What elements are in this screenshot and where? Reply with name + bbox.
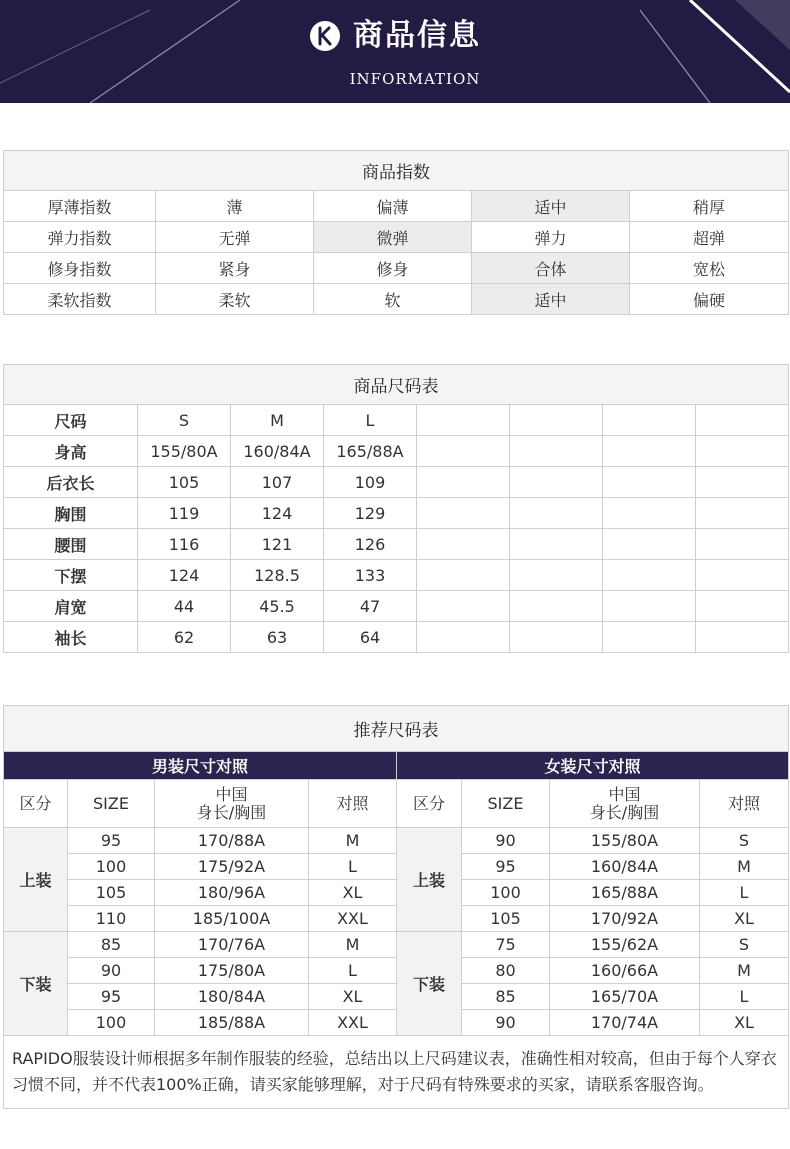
- size-row: [4, 622, 789, 653]
- size-row-label: 腰围: [4, 529, 138, 560]
- size-row: [4, 498, 789, 529]
- rec-cell: 155/80A: [550, 828, 700, 854]
- size-chart-table: [3, 364, 789, 653]
- size-cell: [510, 467, 603, 498]
- rec-cell: 105: [462, 906, 550, 932]
- size-cell: [603, 529, 696, 560]
- size-cell: [417, 405, 510, 436]
- index-option: 适中: [472, 284, 630, 315]
- size-row: [4, 467, 789, 498]
- rec-cell: XXL: [309, 906, 397, 932]
- rec-cell: XL: [309, 880, 397, 906]
- rec-cell: 180/84A: [155, 984, 309, 1010]
- size-cell: [417, 498, 510, 529]
- category-label: 上装: [4, 828, 68, 932]
- size-cell: 62: [138, 622, 231, 653]
- size-row-label: 下摆: [4, 560, 138, 591]
- size-cell: 124: [231, 498, 324, 529]
- size-cell: 155/80A: [138, 436, 231, 467]
- size-note: RAPIDO服装设计师根据多年制作服装的经验，总结出以上尺码建议表，准确性相对较高，但由于每个人穿衣习惯不同，并不代表100%正确，请买家能够理解，对于尺码有特殊要求的买家，请联系客服咨询。: [4, 1036, 789, 1109]
- size-cell: 160/84A: [231, 436, 324, 467]
- size-row-label: 肩宽: [4, 591, 138, 622]
- size-cell: [603, 560, 696, 591]
- size-row: [4, 405, 789, 436]
- index-option: 柔软: [156, 284, 314, 315]
- rec-cell: M: [309, 932, 397, 958]
- rec-cell: L: [309, 854, 397, 880]
- size-cell: [603, 622, 696, 653]
- size-cell: 165/88A: [324, 436, 417, 467]
- rec-cell: S: [700, 932, 789, 958]
- size-cell: 129: [324, 498, 417, 529]
- size-cell: [696, 467, 789, 498]
- rec-cell: 90: [68, 958, 155, 984]
- size-cell: 109: [324, 467, 417, 498]
- index-option: 软: [314, 284, 472, 315]
- rec-cell: 160/66A: [550, 958, 700, 984]
- rec-cell: 165/88A: [550, 880, 700, 906]
- index-option: 适中: [472, 191, 630, 222]
- size-cell: [417, 467, 510, 498]
- col-china: 中国 身长/胸围: [550, 780, 700, 828]
- rec-cell: 155/62A: [550, 932, 700, 958]
- index-option: 偏硬: [630, 284, 789, 315]
- rec-cell: 75: [462, 932, 550, 958]
- col-china: 中国 身长/胸围: [155, 780, 309, 828]
- index-label: 柔软指数: [4, 284, 156, 315]
- size-cell: [603, 498, 696, 529]
- index-option: 微弹: [314, 222, 472, 253]
- size-cell: 63: [231, 622, 324, 653]
- size-cell: L: [324, 405, 417, 436]
- size-cell: 124: [138, 560, 231, 591]
- rec-cell: XXL: [309, 1010, 397, 1036]
- col-area: 区分: [397, 780, 462, 828]
- size-cell: [417, 591, 510, 622]
- rec-cell: 90: [462, 1010, 550, 1036]
- rec-cell: 175/80A: [155, 958, 309, 984]
- rec-cell: XL: [700, 906, 789, 932]
- size-row-label: 胸围: [4, 498, 138, 529]
- size-cell: [510, 560, 603, 591]
- rec-cell: 160/84A: [550, 854, 700, 880]
- index-option: 合体: [472, 253, 630, 284]
- index-option: 偏薄: [314, 191, 472, 222]
- index-option: 弹力: [472, 222, 630, 253]
- size-cell: 47: [324, 591, 417, 622]
- index-option: 无弹: [156, 222, 314, 253]
- index-option: 紧身: [156, 253, 314, 284]
- size-cell: 128.5: [231, 560, 324, 591]
- size-cell: 126: [324, 529, 417, 560]
- size-row: [4, 529, 789, 560]
- rec-row: [4, 828, 789, 854]
- index-option: 薄: [156, 191, 314, 222]
- rec-table-caption: 推荐尺码表: [4, 706, 789, 752]
- size-cell: [417, 560, 510, 591]
- rec-cell: XL: [309, 984, 397, 1010]
- size-cell: 45.5: [231, 591, 324, 622]
- size-cell: [510, 622, 603, 653]
- index-row: [4, 191, 789, 222]
- size-cell: 119: [138, 498, 231, 529]
- size-cell: [696, 529, 789, 560]
- rec-cell: 180/96A: [155, 880, 309, 906]
- rec-cell: 175/92A: [155, 854, 309, 880]
- rec-cell: 185/100A: [155, 906, 309, 932]
- rec-cell: L: [309, 958, 397, 984]
- size-cell: [603, 467, 696, 498]
- size-row: [4, 591, 789, 622]
- size-cell: [417, 622, 510, 653]
- size-cell: [417, 529, 510, 560]
- rec-cell: L: [700, 984, 789, 1010]
- category-label: 上装: [397, 828, 462, 932]
- brand-logo-icon: [309, 20, 341, 52]
- rec-cell: 100: [68, 1010, 155, 1036]
- rec-cell: 105: [68, 880, 155, 906]
- col-area: 区分: [4, 780, 68, 828]
- rec-row: [4, 958, 789, 984]
- size-cell: [696, 560, 789, 591]
- rec-cell: 100: [68, 854, 155, 880]
- index-row: [4, 253, 789, 284]
- rec-cell: S: [700, 828, 789, 854]
- rec-row: [4, 880, 789, 906]
- index-option: 超弹: [630, 222, 789, 253]
- rec-cell: 100: [462, 880, 550, 906]
- col-compare: 对照: [700, 780, 789, 828]
- size-row-label: 尺码: [4, 405, 138, 436]
- rec-cell: 170/88A: [155, 828, 309, 854]
- rec-cell: M: [700, 958, 789, 984]
- rec-row: [4, 906, 789, 932]
- rec-cell: 95: [68, 828, 155, 854]
- size-cell: 107: [231, 467, 324, 498]
- index-label: 厚薄指数: [4, 191, 156, 222]
- size-cell: [603, 591, 696, 622]
- size-cell: S: [138, 405, 231, 436]
- men-size-header: 男装尺寸对照: [4, 752, 397, 780]
- size-cell: [603, 405, 696, 436]
- rec-row: [4, 854, 789, 880]
- size-row: [4, 560, 789, 591]
- size-row: [4, 436, 789, 467]
- size-row-label: 袖长: [4, 622, 138, 653]
- recommended-size-table: [3, 705, 789, 1109]
- size-cell: [696, 498, 789, 529]
- index-option: 修身: [314, 253, 472, 284]
- rec-cell: 170/74A: [550, 1010, 700, 1036]
- size-cell: 64: [324, 622, 417, 653]
- category-label: 下装: [397, 932, 462, 1036]
- index-label: 修身指数: [4, 253, 156, 284]
- index-row: [4, 222, 789, 253]
- size-cell: M: [231, 405, 324, 436]
- index-table-caption: 商品指数: [4, 151, 789, 191]
- size-cell: [696, 591, 789, 622]
- size-row-label: 身高: [4, 436, 138, 467]
- rec-cell: 85: [68, 932, 155, 958]
- size-cell: 121: [231, 529, 324, 560]
- rec-row: [4, 984, 789, 1010]
- size-cell: [510, 498, 603, 529]
- rec-cell: 170/76A: [155, 932, 309, 958]
- col-size: SIZE: [68, 780, 155, 828]
- page-subtitle: INFORMATION: [349, 70, 481, 88]
- category-label: 下装: [4, 932, 68, 1036]
- rec-cell: 170/92A: [550, 906, 700, 932]
- size-cell: 44: [138, 591, 231, 622]
- rec-cell: 85: [462, 984, 550, 1010]
- women-size-header: 女装尺寸对照: [397, 752, 789, 780]
- index-option: 宽松: [630, 253, 789, 284]
- size-cell: [417, 436, 510, 467]
- size-row-label: 后衣长: [4, 467, 138, 498]
- col-size: SIZE: [462, 780, 550, 828]
- product-index-table: [3, 150, 789, 315]
- index-row: [4, 284, 789, 315]
- size-cell: [696, 405, 789, 436]
- rec-cell: 110: [68, 906, 155, 932]
- rec-cell: 185/88A: [155, 1010, 309, 1036]
- rec-row: [4, 1010, 789, 1036]
- rec-cell: 95: [68, 984, 155, 1010]
- size-cell: [510, 591, 603, 622]
- rec-cell: 165/70A: [550, 984, 700, 1010]
- size-cell: [603, 436, 696, 467]
- size-cell: [696, 436, 789, 467]
- size-cell: [510, 405, 603, 436]
- header-banner: [0, 0, 790, 103]
- col-compare: 对照: [309, 780, 397, 828]
- rec-cell: M: [309, 828, 397, 854]
- rec-cell: L: [700, 880, 789, 906]
- size-cell: 116: [138, 529, 231, 560]
- size-cell: 105: [138, 467, 231, 498]
- rec-row: [4, 932, 789, 958]
- rec-cell: 90: [462, 828, 550, 854]
- index-label: 弹力指数: [4, 222, 156, 253]
- size-cell: [510, 529, 603, 560]
- rec-cell: 80: [462, 958, 550, 984]
- page-title: 商品信息: [353, 18, 481, 53]
- index-option: 稍厚: [630, 191, 789, 222]
- size-cell: [510, 436, 603, 467]
- size-cell: [696, 622, 789, 653]
- rec-cell: M: [700, 854, 789, 880]
- rec-cell: 95: [462, 854, 550, 880]
- size-table-caption: 商品尺码表: [4, 365, 789, 405]
- rec-cell: XL: [700, 1010, 789, 1036]
- size-cell: 133: [324, 560, 417, 591]
